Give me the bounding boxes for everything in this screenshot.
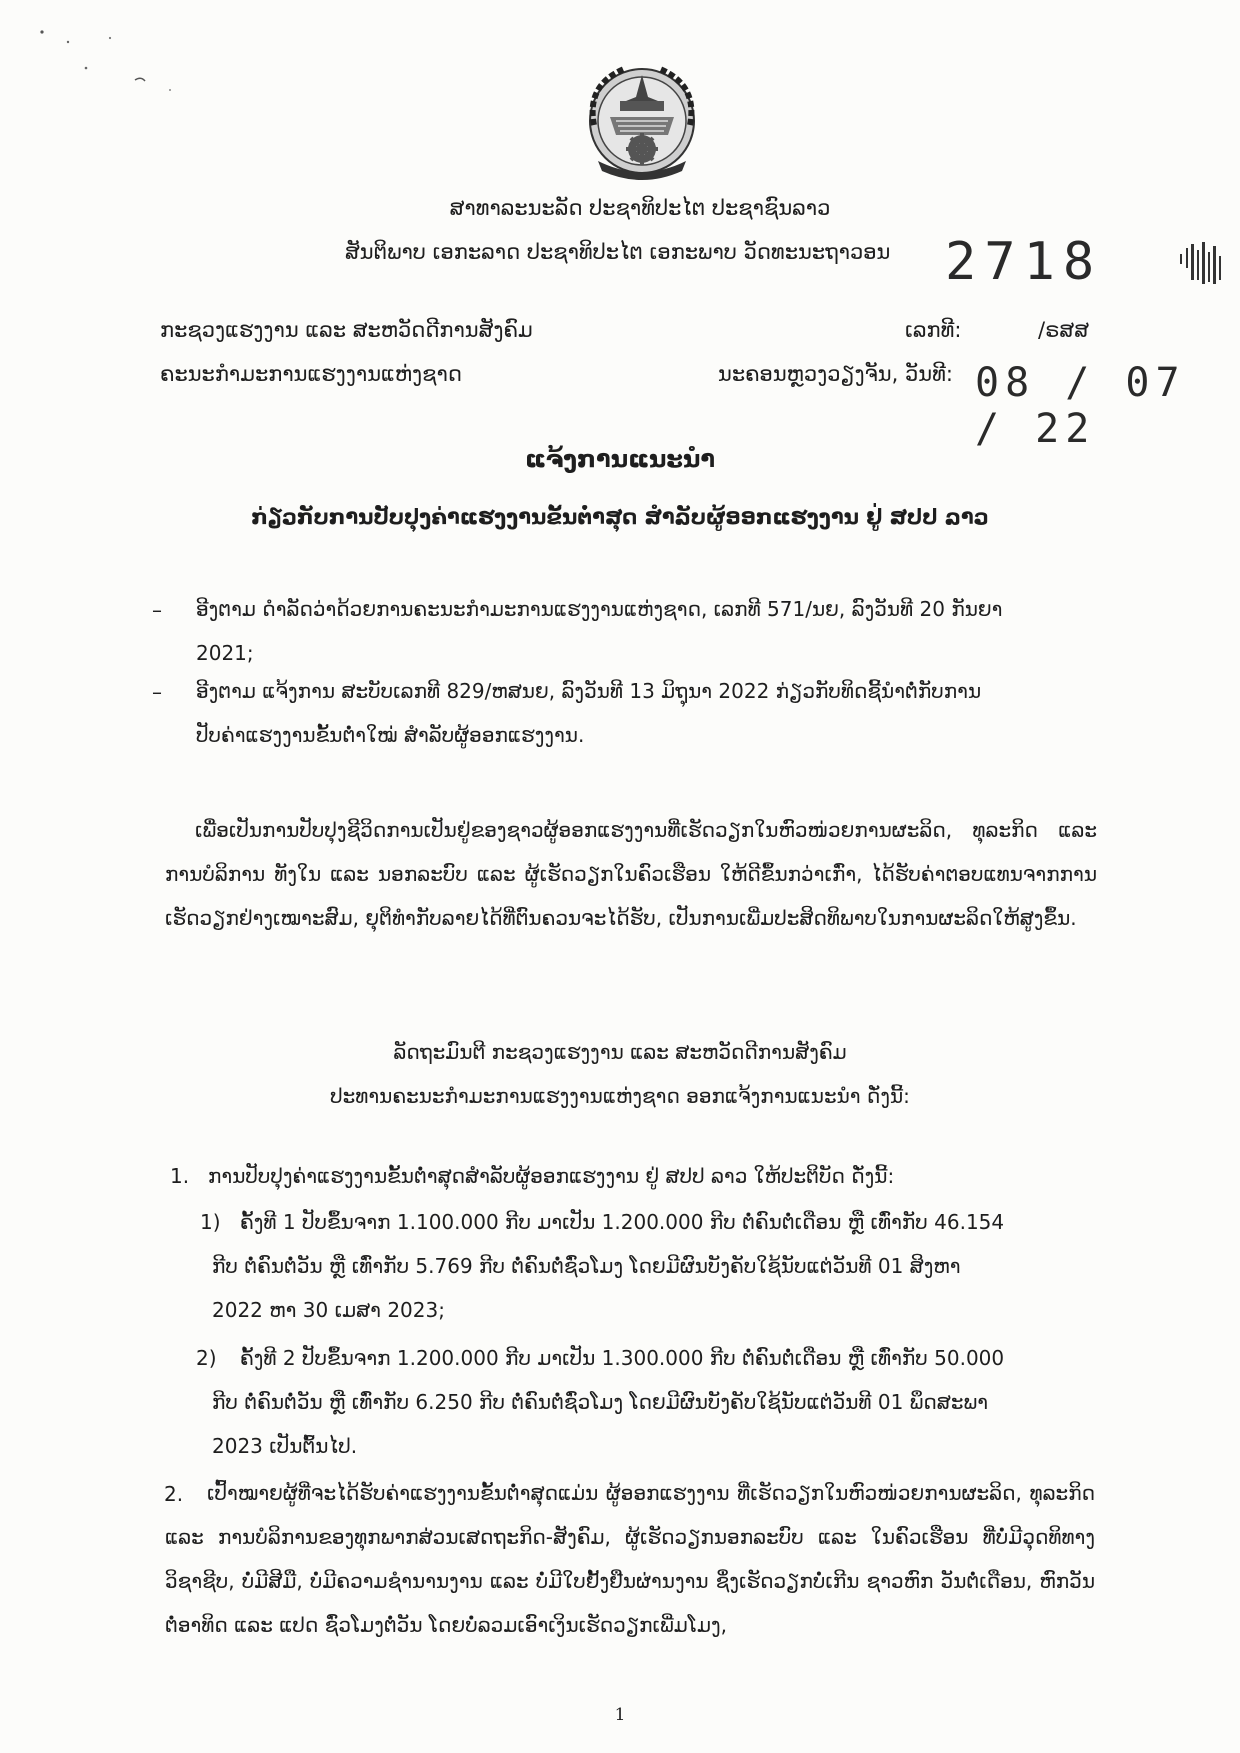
resolution-line1: ລັດຖະມົນຕີ ກະຊວງແຮງງານ ແລະ ສະຫວັດດີການສັງຄົມ [393,1040,847,1064]
ministry-name: ກະຊວງແຮງງານ ແລະ ສະຫວັດດີການສັງຄົມ [160,318,533,342]
scan-marks [20,20,200,100]
document-title: ແຈ້ງການແນະນໍາ [524,445,716,473]
subitem1-line3: 2022 ຫາ 30 ເມສາ 2023; [212,1298,445,1322]
resolution-line2: ປະທານຄະນະກໍາມະການແຮງງານແຫ່ງຊາດ ອອກແຈ້ງການແນະນໍາ ດັ່ງນີ້: [330,1084,910,1108]
registration-number: 2718 [945,232,1103,292]
doc-number-suffix: /ຣສສ [1038,318,1089,342]
subitem1-number: 1) [200,1210,221,1234]
issue-date: 08 / 07 / 22 [975,360,1186,452]
reference-2-bullet: – [152,680,162,704]
document-subtitle: ກ່ຽວກັບການປັບປຸງຄ່າແຮງງານຂັ້ນຕໍ່າສຸດ ສໍາລັບຜູ້ອອກແຮງງານ ຢູ່ ສປປ ລາວ [251,505,989,529]
national-motto-line1: ສາທາລະນະລັດ ປະຊາທິປະໄຕ ປະຊາຊົນລາວ [449,196,831,220]
intro-paragraph: ເພື່ອເປັນການປັບປຸງຊີວິດການເປັນຢູ່ຂອງຊາວຜູ້ອອກແຮງງານທີ່ເຮັດວຽກໃນຫົວໜ່ວຍການຜະລິດ, ທຸລະກິດ ແລະ ການບໍລິການ ທັງໃນ ແລະ ນອກລະບົບ ແລະ ຜູ້ເຮັດວຽກໃນຄົວເຮືອນ ໃຫ້ດີຂຶ້ນກວ່າເກົ່າ, ໄດ້ຮັບຄ່າຕອບແທນຈາກການເຮັດວຽກຢ່າງເໝາະສົມ, ຍຸຕິທໍາກັບລາຍໄດ້ທີ່ຕົນຄວນຈະໄດ້ຮັບ, ເປັນການເພີ່ມປະສິດທິພາບໃນການຜະລິດໃຫ້ສູງຂຶ້ນ. [165,818,1097,930]
item2-text: ເປົ້າໝາຍຜູ້ທີ່ຈະໄດ້ຮັບຄ່າແຮງງານຂັ້ນຕໍ່າສຸດແມ່ນ ຜູ້ອອກແຮງງານ ທີ່ເຮັດວຽກໃນຫົວໜ່ວຍການຜະລິດ, ທຸລະກິດ ແລະ ການບໍລິການຂອງທຸກພາກສ່ວນເສດຖະກິດ-ສັງຄົມ, ຜູ້ເຮັດວຽກນອກລະບົບ ແລະ ໃນຄົວເຮືອນ ທີ່ບໍ່ມີວຸດທິທາງວິຊາຊີບ, ບໍ່ມີສີມື, ບໍ່ມີຄວາມຊໍານານງານ ແລະ ບໍ່ມີໃບຢັ້ງຢືນຜ່ານງານ ຊຶ່ງເຮັດວຽກບໍ່ເກີນ ຊາວຫົກ ວັນຕໍ່ເດືອນ, ຫົກວັນຕໍ່ອາທິດ ແລະ ແປດ ຊົ່ວໂມງຕໍ່ວັນ ໂດຍບໍ່ລວມເອົາເງິນເຮັດວຽກເພີ່ມໂມງ, [165,1481,1095,1637]
subitem2-number: 2) [196,1346,217,1370]
subitem2-line3: 2023 ເປັນຕົ້ນໄປ. [212,1434,358,1458]
item2-number: 2. [164,1482,184,1506]
national-emblem [572,55,712,185]
place-date-label: ນະຄອນຫຼວງວຽງຈັນ, ວັນທີ: [718,362,953,386]
subitem2-line2: ກີບ ຕໍ່ຄົນຕໍ່ວັນ ຫຼື ເທົ່າກັບ 6.250 ກີບ ຕໍ່ຄົນຕໍ່ຊົ່ວໂມງ ໂດຍມີຜົນບັງຄັບໃຊ້ນັບແຕ່ວັນທີ 01 ພຶດສະພາ [212,1390,989,1414]
lao-emblem-icon [572,55,712,185]
reference-1-line2: 2021; [196,641,254,665]
reference-2-line2: ປັບຄ່າແຮງງານຂັ້ນຕໍ່າໃໝ່ ສໍາລັບຜູ້ອອກແຮງງານ. [196,723,585,747]
page-number: 1 [614,1705,626,1725]
item1-text: ການປັບປຸງຄ່າແຮງງານຂັ້ນຕໍ່າສຸດສໍາລັບຜູ້ອອກແຮງງານ ຢູ່ ສປປ ລາວ ໃຫ້ປະຕິບັດ ດັ່ງນີ້: [208,1164,895,1188]
reference-1-line1: ອີງຕາມ ດໍາລັດວ່າດ້ວຍການຄະນະກໍາມະການແຮງງານແຫ່ງຊາດ, ເລກທີ 571/ນຍ, ລົງວັນທີ 20 ກັນຍາ [196,597,1003,621]
item1-number: 1. [170,1164,190,1188]
subitem1-line1: ຄັ້ງທີ 1 ປັບຂຶ້ນຈາກ 1.100.000 ກີບ ມາເປັນ 1.200.000 ກີບ ຕໍ່ຄົນຕໍ່ເດືອນ ຫຼື ເທົ່າກັບ 46.154 [240,1210,1005,1234]
subitem2-line1: ຄັ້ງທີ 2 ປັບຂຶ້ນຈາກ 1.200.000 ກີບ ມາເປັນ 1.300.000 ກີບ ຕໍ່ຄົນຕໍ່ເດືອນ ຫຼື ເທົ່າກັບ 50.000 [240,1346,1005,1370]
national-motto-line2: ສັນຕິພາບ ເອກະລາດ ປະຊາທິປະໄຕ ເອກະພາບ ວັດທະນະຖາວອນ [345,240,891,264]
committee-name: ຄະນະກໍາມະການແຮງງານແຫ່ງຊາດ [160,362,462,386]
reference-1-bullet: – [152,598,162,622]
stamp-marks [1178,240,1228,290]
subitem1-line2: ກີບ ຕໍ່ຄົນຕໍ່ວັນ ຫຼື ເທົ່າກັບ 5.769 ກີບ ຕໍ່ຄົນຕໍ່ຊົ່ວໂມງ ໂດຍມີຜົນບັງຄັບໃຊ້ນັບແຕ່ວັນທີ 01 ສິງຫາ [212,1254,961,1278]
reference-2-line1: ອີງຕາມ ແຈ້ງການ ສະບັບເລກທີ 829/ຫສນຍ, ລົງວັນທີ 13 ມິຖຸນາ 2022 ກ່ຽວກັບທິດຊີ້ນໍາຕໍ່ກັບການ [196,679,982,703]
doc-number-label: ເລກທີ: [905,318,962,342]
